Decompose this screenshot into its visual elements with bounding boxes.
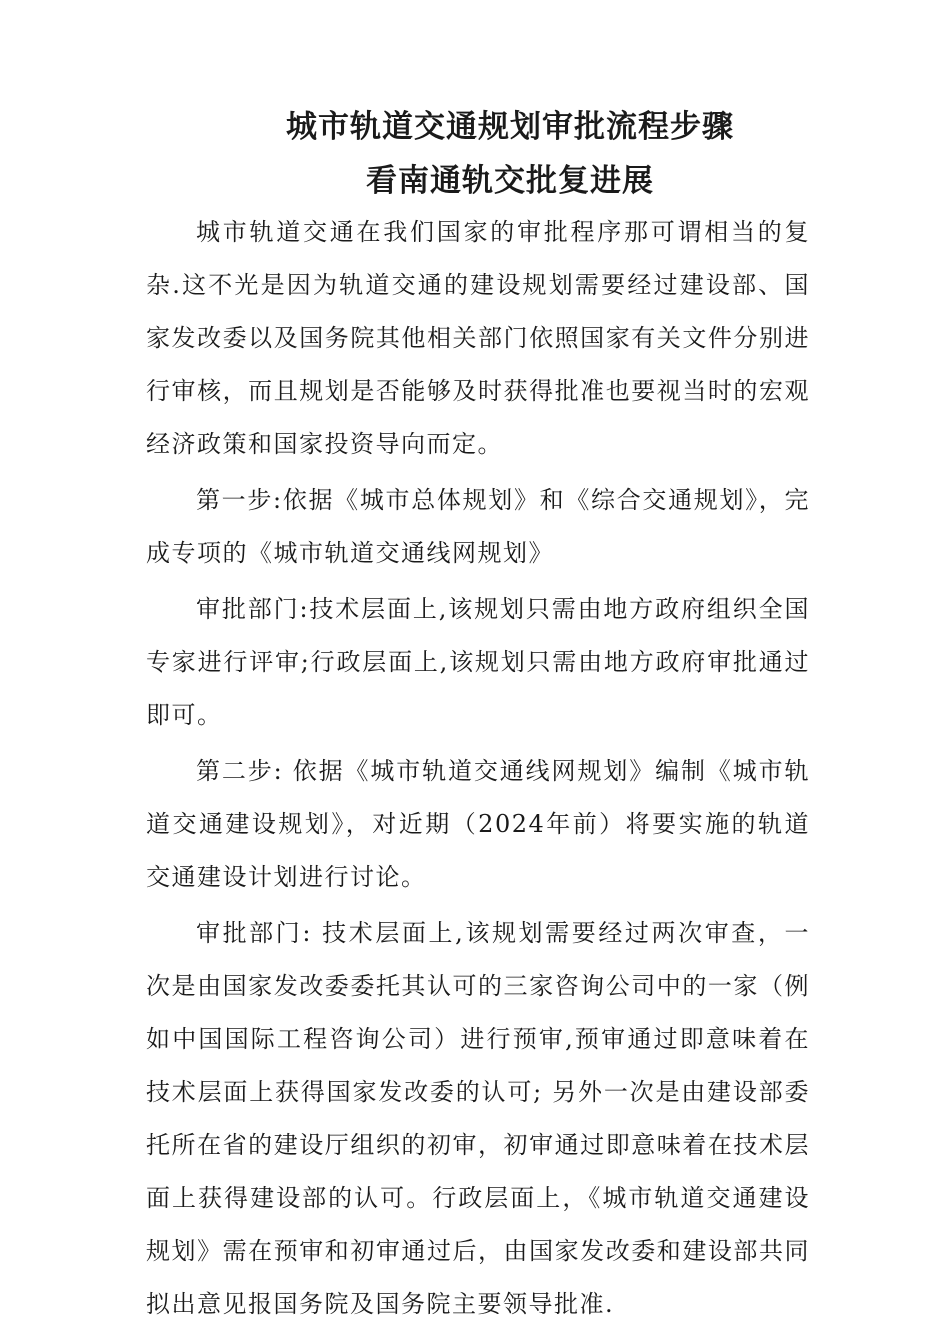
step-one-paragraph: 第一步:依据《城市总体规划》和《综合交通规划》，完成专项的《城市轨道交通线网规划》: [146, 486, 810, 567]
step-one-approval-paragraph: 审批部门:技术层面上,该规划只需由地方政府组织全国专家进行评审;行政层面上,该规划只需由地方政府审批通过即可。: [146, 595, 810, 729]
title-line-2: 看南通轨交批复进展: [366, 163, 654, 199]
document-title: [150, 100, 870, 208]
title-line-1: 城市轨道交通规划审批流程步骤: [286, 109, 734, 145]
document-body: [146, 206, 810, 1334]
step-two-paragraph: 第二步: 依据《城市轨道交通线网规划》编制《城市轨道交通建设规划》，对近期（2024年前）将要实施的轨道交通建设计划进行讨论。: [146, 757, 810, 891]
intro-paragraph: 城市轨道交通在我们国家的审批程序那可谓相当的复杂.这不光是因为轨道交通的建设规划需要经过建设部、国家发改委以及国务院其他相关部门依照国家有关文件分别进行审核，而且规划是否能够及时获得批准也要视当时的宏观经济政策和国家投资导向而定。: [146, 218, 810, 458]
step-two-approval-paragraph: 审批部门: 技术层面上,该规划需要经过两次审查，一次是由国家发改委委托其认可的三家咨询公司中的一家（例如中国国际工程咨询公司）进行预审,预审通过即意味着在技术层面上获得国家发改委的认可; 另外一次是由建设部委托所在省的建设厅组织的初审，初审通过即意味着在技术层面上获得建设部的认可。行政层面上，《城市轨道交通建设规划》需在预审和初审通过后，由国家发改委和建设部共同拟出意见报国务院及国务院主要领导批准.: [146, 919, 810, 1318]
